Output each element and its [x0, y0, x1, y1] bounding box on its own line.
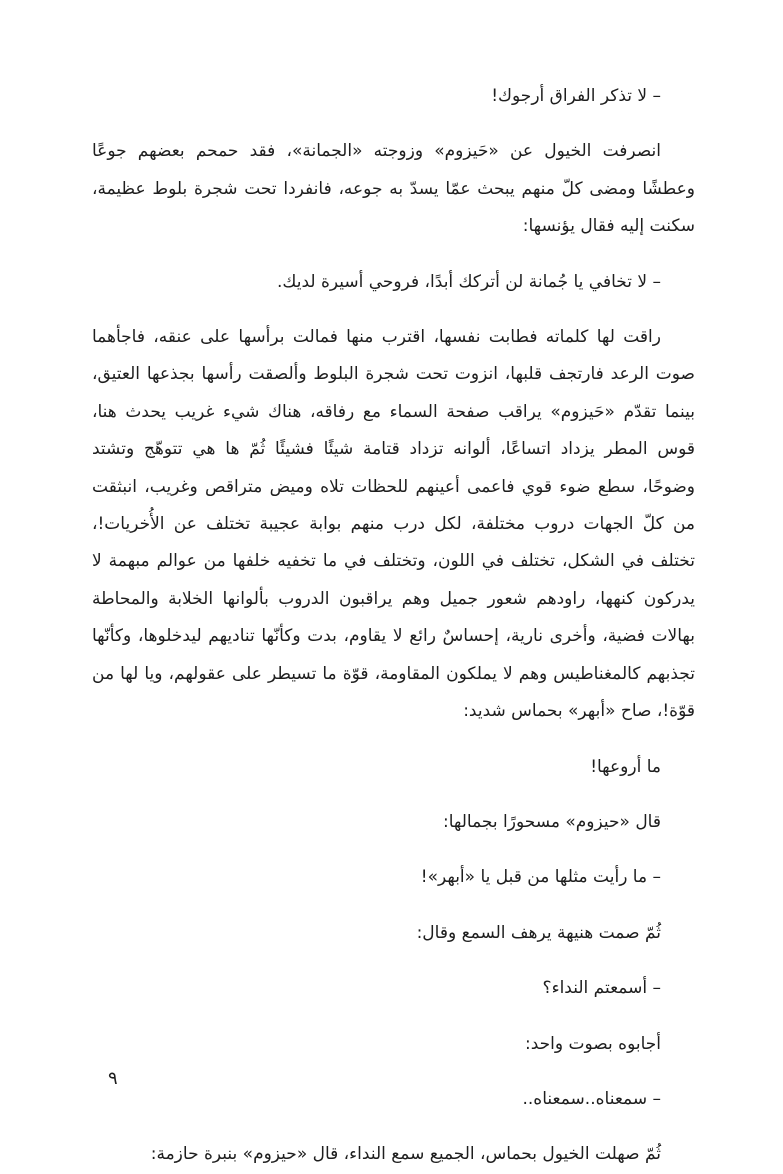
dialogue-line: – لا تذكر الفراق أرجوك!	[491, 86, 661, 106]
narration-line: ثُمّ صمت هنيهة يرهف السمع وقال:	[416, 922, 661, 943]
dialogue-line: – ما رأيت مثلها من قبل يا «أبهر»!	[420, 867, 661, 888]
narration-line: قال «حيزوم» مسحورًا بجمالها:	[442, 811, 661, 832]
page-body-text	[92, 78, 695, 1174]
page-number: ٩	[108, 1068, 118, 1089]
paragraph: انصرفت الخيول عن «حَيزوم» وزوجته «الجمانة»، فقد حمحم بعضهم جوعًا وعطشًا ومضى كلّ منهم يبحث عمّا يسدّ به جوعه، فانفردا تحت شجرة بلوط عظيمة، سكنت إليه فقال يؤنسها:	[92, 141, 695, 237]
dialogue-line: – سمعناه..سمعناه..	[522, 1088, 661, 1109]
dialogue-line: ما أروعها!	[590, 756, 661, 777]
narration-line: أجابوه بصوت واحد:	[525, 1033, 661, 1054]
dialogue-line: – لا تخافي يا جُمانة لن أتركك أبدًا، فروحي أسيرة لديك.	[277, 271, 661, 292]
paragraph: راقت لها كلماته فطابت نفسها، اقترب منها فمالت برأسها على عنقه، فاجأهما صوت الرعد فارتجف قلبها، انزوت تحت شجرة البلوط وألصقت رأسها بجذعها العتيق، بينما تقدّم «حَيزوم» يراقب صفحة السماء مع رفاقه، هناك شيء غريب يحدث هنا، قوس المطر يزداد اتساعًا، ألوانه تزداد قتامة شيئًا فشيئًا ثُمّ ها هي تتوهّج وتشتد وضوحًا، سطع ضوء قوي فاعمى أعينهم للحظات تلاه وميض متراقص وغريب، انبثقت من كلّ الجهات دروب مختلفة، لكل درب منهم بوابة عجيبة تختلف عن الأُخريات!، تختلف في الشكل، تختلف في اللون، وتختلف في ما تخفيه خلفها من عوالم مبهمة لا يدركون كنهها، راودهم شعور جميل وهم يراقبون الدروب بألوانها الخلابة والمحاطة بهالات فضية، وأخرى نارية، إحساسٌ رائع لا يقاوم، بدت وكأنّها تناديهم ليدخلوها، وكأنّها تجذبهم كالمغناطيس وهم لا يملكون المقاومة، قوّة ما تسيطر على عقولهم، ويا لها من قوّة!، صاح «أبهر» بحماس شديد:	[92, 327, 695, 722]
narration-line: ثُمّ صهلت الخيول بحماس، الجميع سمع النداء، قال «حيزوم» بنبرة حازمة:	[150, 1144, 661, 1165]
dialogue-line: – أسمعتم النداء؟	[542, 978, 661, 999]
